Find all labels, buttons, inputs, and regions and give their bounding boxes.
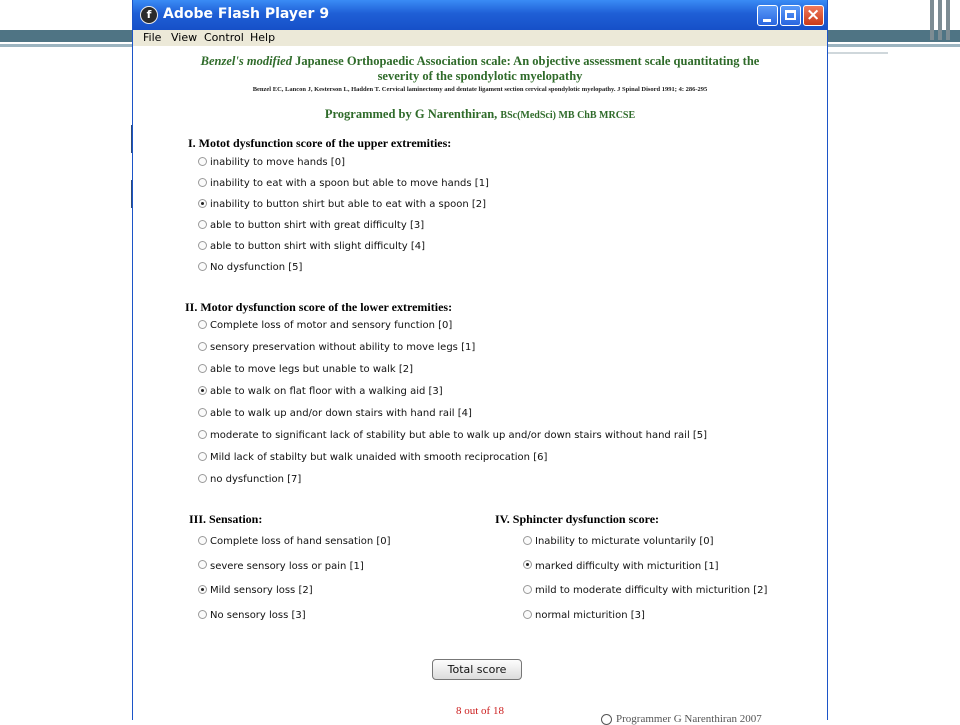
sphincter-title: IV. Sphincter dysfunction score: — [495, 512, 660, 526]
radio-button[interactable] — [198, 178, 207, 187]
sensation-option[interactable] — [198, 561, 364, 572]
close-button[interactable] — [803, 5, 824, 26]
footer-text: Programmer G Narenthiran 2007 — [616, 713, 762, 725]
option-label: Mild sensory loss [2] — [210, 585, 313, 597]
radio-button[interactable] — [198, 560, 207, 569]
radio-button[interactable] — [198, 585, 207, 594]
title-rest: Japanese Orthopaedic Association scale: An objective assessment scale quantitating the — [291, 54, 760, 68]
slide-underline — [828, 52, 888, 54]
option-label: able to button shirt with slight difficulty [4] — [210, 241, 426, 252]
lower-option[interactable] — [198, 452, 547, 463]
menu-bar — [133, 30, 827, 46]
sphincter-option[interactable] — [523, 536, 714, 547]
option-label: Mild lack of stabilty but walk unaided with smooth reciprocation [6] — [210, 452, 548, 463]
option-label: marked difficulty with micturition [1] — [535, 560, 719, 572]
radio-button[interactable] — [523, 560, 532, 569]
lower-option[interactable] — [198, 386, 443, 397]
title-bar[interactable] — [133, 0, 827, 30]
option-label: inability to eat with a spoon but able to move hands [1] — [210, 178, 489, 189]
copyright-footer — [601, 713, 762, 725]
close-icon: × — [806, 5, 821, 25]
option-label: sensory preservation without ability to move legs [1] — [210, 342, 476, 353]
lower-option[interactable] — [198, 474, 301, 485]
upper-option[interactable] — [198, 199, 486, 210]
radio-button[interactable] — [523, 585, 532, 594]
radio-button[interactable] — [198, 241, 207, 250]
radio-button[interactable] — [198, 342, 207, 351]
upper-extremity-title: I. Motot dysfunction score of the upper extremities: — [188, 136, 452, 150]
option-label: moderate to significant lack of stability but able to walk up and/or down stairs without hand rail [5] — [210, 430, 708, 441]
copyright-icon — [601, 714, 612, 725]
sphincter-option[interactable] — [523, 561, 719, 572]
option-label: Inability to micturate voluntarily [0] — [535, 536, 714, 547]
option-label: able to walk on flat floor with a walking aid [3] — [210, 386, 443, 397]
flash-player-icon: f — [140, 6, 158, 24]
option-label: able to walk up and/or down stairs with hand rail [4] — [210, 408, 472, 419]
sensation-option[interactable] — [198, 536, 391, 547]
flash-content — [133, 46, 827, 725]
lower-option[interactable] — [198, 430, 707, 441]
option-label: mild to moderate difficulty with micturition [2] — [535, 585, 768, 597]
upper-option[interactable] — [198, 178, 489, 189]
score-result: 8 out of 18 — [456, 705, 504, 717]
upper-option[interactable] — [198, 157, 345, 168]
flash-player-window — [132, 0, 828, 725]
slide-corner-lines — [930, 0, 954, 40]
option-label: Complete loss of hand sensation [0] — [210, 536, 391, 547]
menu-view[interactable]: View — [171, 31, 198, 44]
radio-button[interactable] — [198, 220, 207, 229]
programmer-credit — [133, 107, 827, 122]
lower-option[interactable] — [198, 408, 472, 419]
lower-option[interactable] — [198, 320, 452, 331]
option-label: inability to move hands [0] — [210, 157, 345, 168]
window-title: Adobe Flash Player 9 — [163, 6, 330, 22]
radio-button[interactable] — [198, 610, 207, 619]
radio-button[interactable] — [198, 364, 207, 373]
menu-help[interactable]: Help — [250, 31, 276, 44]
maximize-icon — [785, 10, 796, 20]
upper-option[interactable] — [198, 262, 302, 273]
option-label: no dysfunction [7] — [210, 474, 302, 485]
programmer-name: Programmed by G Narenthiran, — [324, 107, 501, 121]
sensation-option[interactable] — [198, 610, 306, 621]
programmer-credentials: BSc(MedSci) MB ChB MRCSE — [500, 110, 636, 121]
upper-option[interactable] — [198, 220, 424, 231]
radio-button[interactable] — [198, 386, 207, 395]
maximize-button[interactable] — [780, 5, 801, 26]
title-line2: severity of the spondylotic myelopathy — [377, 69, 583, 83]
radio-button[interactable] — [198, 536, 207, 545]
menu-control[interactable]: Control — [204, 31, 244, 44]
radio-button[interactable] — [523, 610, 532, 619]
reference-citation: Benzel EC, Lancon J, Kesterson L, Hadden T. Cervical laminectomy and dentate ligament section cervical spondylotic myelopathy. J Spinal Disord 1991; 4: 286-295 — [252, 86, 708, 93]
lower-option[interactable] — [198, 342, 475, 353]
option-label: able to button shirt with great difficulty [3] — [210, 220, 425, 231]
radio-button[interactable] — [198, 157, 207, 166]
sphincter-option[interactable] — [523, 610, 645, 621]
option-label: severe sensory loss or pain [1] — [210, 560, 364, 572]
radio-button[interactable] — [198, 430, 207, 439]
total-score-button[interactable]: Total score — [432, 659, 522, 680]
option-label: inability to button shirt but able to eat with a spoon [2] — [210, 199, 487, 210]
radio-button[interactable] — [198, 452, 207, 461]
option-label: able to move legs but unable to walk [2] — [210, 364, 414, 375]
option-label: No dysfunction [5] — [210, 262, 303, 273]
radio-button[interactable] — [198, 320, 207, 329]
menu-file[interactable]: File — [143, 31, 162, 44]
title-emphasis: Benzel's modified — [200, 54, 292, 68]
option-label: normal micturition [3] — [535, 610, 645, 622]
option-label: Complete loss of motor and sensory function [0] — [210, 320, 453, 331]
radio-button[interactable] — [198, 262, 207, 271]
minimize-icon — [763, 19, 771, 22]
sensation-option[interactable] — [198, 585, 313, 596]
lower-option[interactable] — [198, 364, 413, 375]
option-label: No sensory loss [3] — [210, 610, 306, 622]
sphincter-option[interactable] — [523, 585, 767, 596]
minimize-button[interactable] — [757, 5, 778, 26]
radio-button[interactable] — [198, 474, 207, 483]
sensation-title: III. Sensation: — [189, 512, 263, 526]
radio-button[interactable] — [198, 408, 207, 417]
lower-extremity-title: II. Motor dysfunction score of the lower extremities: — [185, 300, 453, 314]
radio-button[interactable] — [198, 199, 207, 208]
radio-button[interactable] — [523, 536, 532, 545]
page-title — [133, 54, 827, 84]
upper-option[interactable] — [198, 241, 425, 252]
